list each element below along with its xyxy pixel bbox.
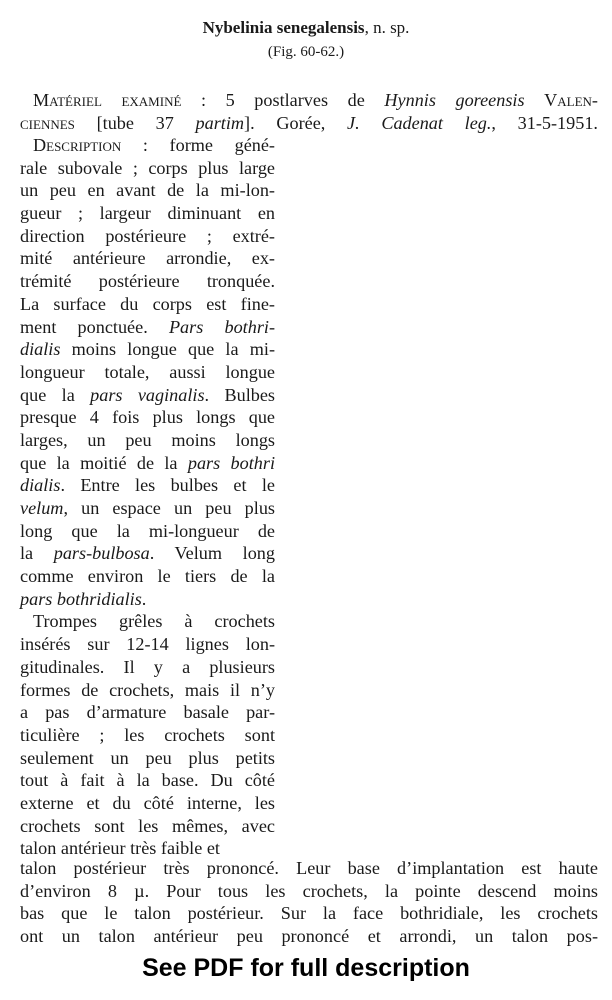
description-continuation [20, 857, 598, 948]
text-segment: mité antérieure arrondie, ex- [20, 248, 275, 269]
text-line [20, 902, 598, 925]
text-segment: crochets sont les mêmes, avec [20, 815, 275, 836]
material-examined-paragraph [20, 89, 598, 134]
italic-text: pars vaginalis [90, 384, 205, 405]
small-caps-text: Description [33, 135, 122, 155]
text-segment: : forme géné- [121, 135, 275, 155]
text-segment: La surface du corps est fine- [20, 293, 275, 314]
text-line [20, 293, 275, 316]
italic-text: Pars bothri- [168, 316, 276, 337]
text-segment: formes de crochets, mais il n’y [20, 679, 275, 700]
small-caps-text: Valen- [544, 90, 598, 110]
text-segment: gitudinales. Il y a plusieurs [20, 656, 275, 677]
text-line [20, 474, 275, 497]
italic-text: velum [20, 498, 64, 518]
text-line [20, 316, 275, 339]
species-heading [0, 18, 612, 38]
text-line [20, 747, 275, 770]
text-segment: externe et du côté interne, les [20, 792, 275, 813]
text-line [20, 247, 275, 270]
small-caps-text: ciennes [20, 112, 75, 133]
text-segment: longueur totale, aussi longue [20, 361, 275, 382]
text-line [20, 520, 275, 543]
text-segment: talon antérieur très faible et [20, 838, 220, 859]
text-segment [525, 90, 545, 110]
text-segment: un peu en avant de la mi-lon- [20, 180, 275, 201]
figure-reference: (Fig. 60-62.) [267, 44, 345, 60]
text-line [20, 338, 275, 361]
text-segment: ment ponctuée. [20, 316, 169, 337]
text-segment: rale subovale ; corps plus large [20, 157, 275, 178]
text-segment: a pas d’armature basale par- [20, 702, 275, 723]
text-segment: ticulière ; les crochets sont [20, 724, 275, 745]
text-segment: larges, un peu moins longs [20, 429, 275, 450]
text-segment: Trompes grêles à crochets [33, 611, 275, 632]
text-line [20, 792, 275, 815]
italic-text: dialis [20, 339, 61, 360]
text-line [20, 429, 275, 452]
text-line [20, 384, 275, 407]
text-line [20, 112, 598, 135]
italic-text: J. Cadenat leg. [347, 112, 492, 133]
text-segment: . Velum long [149, 543, 275, 564]
text-segment: [tube 37 [74, 112, 196, 133]
text-segment: , 31-5-1951. [491, 112, 598, 133]
see-pdf-notice: See PDF for full description [142, 954, 470, 982]
text-segment: direction postérieure ; extré- [20, 225, 275, 246]
italic-text: pars bothridialis [20, 588, 142, 609]
text-segment: comme environ le tiers de la [20, 566, 275, 587]
text-line [20, 157, 275, 180]
text-line [20, 610, 275, 633]
italic-text: dialis [20, 475, 61, 496]
description-column [20, 134, 275, 860]
italic-text: partim [195, 112, 245, 133]
text-line [20, 134, 275, 157]
text-segment: talon postérieur très prononcé. Leur base d’implantation est haute [20, 858, 598, 878]
text-line [20, 406, 275, 429]
text-line [20, 769, 275, 792]
text-line [20, 565, 275, 588]
text-line [20, 588, 275, 611]
text-line [20, 880, 598, 903]
text-line [20, 542, 275, 565]
text-segment: . Bulbes [204, 384, 275, 405]
text-segment: seulement un peu plus petits [20, 747, 275, 768]
text-segment: ont un talon antérieur peu prononcé et arrondi, un talon pos- [20, 926, 598, 947]
text-line [20, 89, 598, 112]
text-line [20, 452, 275, 475]
text-segment: que la [20, 384, 91, 405]
text-line [20, 679, 275, 702]
text-segment: bas que le talon postérieur. Sur la face bothridiale, les crochets [20, 903, 598, 924]
text-line [20, 857, 598, 880]
text-segment: moins longue que la mi- [60, 339, 275, 360]
italic-text: pars bothri [187, 452, 275, 473]
small-caps-text: Matériel examiné [33, 90, 182, 110]
text-line [20, 179, 275, 202]
text-segment: gueur ; largeur diminuant en [20, 203, 275, 224]
text-segment: , un espace un peu plus [63, 498, 275, 518]
species-name: Nybelinia senegalensis [202, 18, 365, 37]
species-suffix: , n. sp. [364, 18, 410, 37]
text-segment: la [20, 543, 54, 564]
text-segment: ]. Gorée, [244, 112, 348, 133]
text-line [20, 701, 275, 724]
text-line [20, 225, 275, 248]
text-line [20, 361, 275, 384]
text-segment: que la moitié de la [20, 452, 188, 473]
italic-text: pars-bulbosa [53, 543, 150, 564]
text-segment: tout à fait à la base. Du côté [20, 770, 275, 791]
text-line [20, 815, 275, 838]
italic-text: Hynnis goreensis [384, 90, 525, 110]
text-segment: trémité postérieure tronquée. [20, 271, 275, 292]
text-segment: long que la mi-longueur de [20, 520, 275, 541]
text-segment: . [141, 588, 147, 609]
text-line [20, 202, 275, 225]
text-line [20, 656, 275, 679]
text-line [20, 497, 275, 520]
text-line [20, 925, 598, 948]
text-segment: . Entre les bulbes et le [60, 475, 275, 496]
text-segment: : 5 postlarves de [181, 90, 385, 110]
text-segment: d’environ 8 µ. Pour tous les crochets, la pointe descend moins [20, 880, 598, 901]
text-line [20, 270, 275, 293]
text-segment: insérés sur 12-14 lignes lon- [20, 634, 275, 655]
text-line [20, 724, 275, 747]
text-line [20, 633, 275, 656]
text-segment: presque 4 fois plus longs que [20, 407, 275, 428]
